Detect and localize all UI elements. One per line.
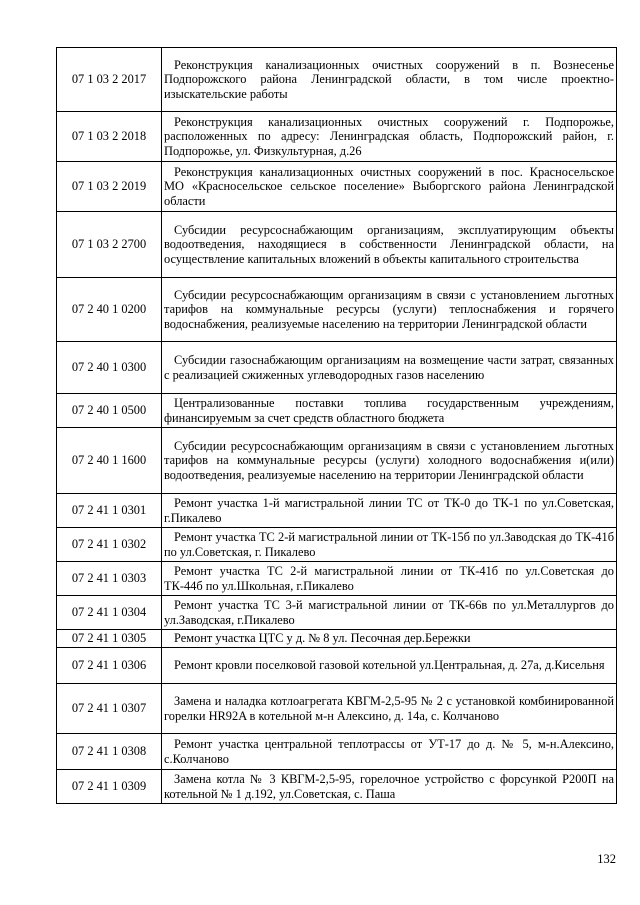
budget-code-cell: 07 2 40 1 0300: [57, 342, 162, 394]
table-row: [57, 770, 617, 804]
description-cell: Ремонт кровли поселковой газовой котельной ул.Центральная, д. 27а, д.Кисельня: [162, 648, 617, 684]
table-row: [57, 112, 617, 162]
budget-code-cell: 07 2 41 1 0305: [57, 630, 162, 648]
budget-code-cell: 07 2 41 1 0308: [57, 734, 162, 770]
description-cell: Ремонт участка ЦТС у д. № 8 ул. Песочная дер.Бережки: [162, 630, 617, 648]
table-row: [57, 684, 617, 734]
table-row: [57, 494, 617, 528]
description-cell: Субсидии ресурсоснабжающим организациям в связи с установлением льготных тарифов на коммунальные ресурсы (услуги) холодного водоснабжения и(или) водоотведения, реализуемые населению на территории Ленинградской области: [162, 428, 617, 494]
budget-code-cell: 07 2 41 1 0306: [57, 648, 162, 684]
page-number: 132: [597, 852, 616, 866]
description-cell: Реконструкция канализационных очистных сооружений в п. Вознесенье Подпорожского района Ленинградской области, в том числе проектно-изыскательские работы: [162, 48, 617, 112]
budget-code-cell: 07 1 03 2 2700: [57, 212, 162, 278]
budget-code-cell: 07 1 03 2 2018: [57, 112, 162, 162]
table-row: [57, 596, 617, 630]
description-cell: Ремонт участка ТС 2-й магистральной линии от ТК-15б по ул.Заводская до ТК-41б по ул.Советская, г. Пикалево: [162, 528, 617, 562]
table-row: [57, 428, 617, 494]
description-cell: Ремонт участка ТС 3-й магистральной линии от ТК-66в по ул.Металлургов до ул.Заводская, г.Пикалево: [162, 596, 617, 630]
table-row: [57, 630, 617, 648]
budget-code-cell: 07 2 41 1 0302: [57, 528, 162, 562]
description-cell: Ремонт участка 1-й магистральной линии ТС от ТК-0 до ТК-1 по ул.Советская, г.Пикалево: [162, 494, 617, 528]
table-row: [57, 648, 617, 684]
table-row: [57, 528, 617, 562]
description-cell: Субсидии ресурсоснабжающим организациям, эксплуатирующим объекты водоотведения, находящиеся в собственности Ленинградской области, на осуществление капитальных вложений в объекты капитального строительства: [162, 212, 617, 278]
budget-code-cell: 07 1 03 2 2017: [57, 48, 162, 112]
description-cell: Реконструкция канализационных очистных сооружений г. Подпорожье, расположенных по адресу: Ленинградская область, Подпорожский район, г. Подпорожье, ул. Физкультурная, д.26: [162, 112, 617, 162]
description-cell: Замена котла № 3 КВГМ-2,5-95, горелочное устройство с форсункой Р200П на котельной № 1 д.192, ул.Советская, с. Паша: [162, 770, 617, 804]
description-cell: Субсидии газоснабжающим организациям на возмещение части затрат, связанных с реализацией сжиженных углеводородных газов населению: [162, 342, 617, 394]
table-row: [57, 734, 617, 770]
description-cell: Замена и наладка котлоагрегата КВГМ-2,5-95 № 2 с установкой комбинированной горелки HR92A в котельной м-н Алексино, д. 14а, с. Колчаново: [162, 684, 617, 734]
budget-code-cell: 07 2 41 1 0301: [57, 494, 162, 528]
table-row: [57, 212, 617, 278]
table-row: [57, 562, 617, 596]
table-row: [57, 162, 617, 212]
description-cell: Централизованные поставки топлива государственным учреждениям, финансируемым за счет средств областного бюджета: [162, 394, 617, 428]
budget-code-cell: 07 1 03 2 2019: [57, 162, 162, 212]
table-row: [57, 394, 617, 428]
description-cell: Реконструкция канализационных очистных сооружений в пос. Красносельское МО «Красносельское сельское поселение» Выборгского района Ленинградской области: [162, 162, 617, 212]
budget-code-cell: 07 2 41 1 0307: [57, 684, 162, 734]
budget-code-cell: 07 2 40 1 0500: [57, 394, 162, 428]
description-cell: Ремонт участка центральной теплотрассы от УТ-17 до д. № 5, м-н.Алексино, с.Колчаново: [162, 734, 617, 770]
table-row: [57, 48, 617, 112]
budget-code-cell: 07 2 41 1 0304: [57, 596, 162, 630]
description-cell: Ремонт участка ТС 2-й магистральной линии от ТК-41б по ул.Советская до ТК-44б по ул.Школьная, г.Пикалево: [162, 562, 617, 596]
table-row: [57, 342, 617, 394]
table-row: [57, 278, 617, 342]
budget-code-cell: 07 2 40 1 1600: [57, 428, 162, 494]
budget-classification-table: [56, 47, 617, 804]
budget-code-cell: 07 2 41 1 0309: [57, 770, 162, 804]
budget-code-cell: 07 2 40 1 0200: [57, 278, 162, 342]
budget-code-cell: 07 2 41 1 0303: [57, 562, 162, 596]
description-cell: Субсидии ресурсоснабжающим организациям в связи с установлением льготных тарифов на коммунальные ресурсы (услуги) теплоснабжения и горячего водоснабжения, реализуемые населению на территории Ленинградской области: [162, 278, 617, 342]
